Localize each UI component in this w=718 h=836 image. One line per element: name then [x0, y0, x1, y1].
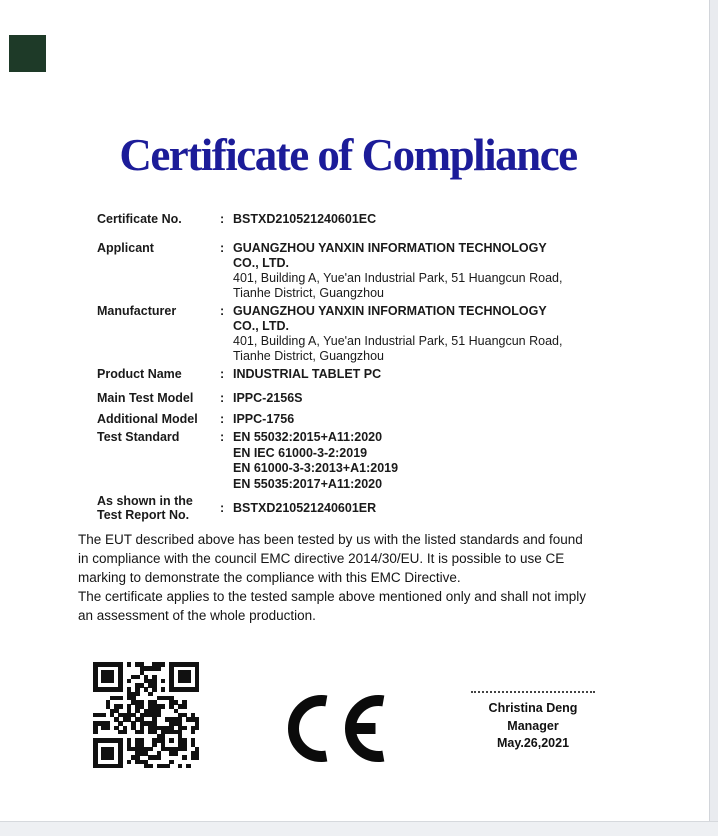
field-colon: :	[220, 391, 225, 405]
declaration-paragraph	[78, 530, 658, 625]
ce-mark-icon	[285, 694, 385, 764]
field-colon: :	[220, 430, 225, 444]
field-value	[233, 501, 637, 516]
field-label: Manufacturer	[97, 304, 177, 318]
field-value-line: BSTXD210521240601ER	[233, 500, 377, 515]
field-row-manufacturer	[97, 304, 637, 364]
field-label: As shown in the Test Report No.	[97, 494, 193, 522]
qr-code-icon	[93, 662, 199, 768]
field-value-line: GUANGZHOU YANXIN INFORMATION TECHNOLOGY	[233, 304, 547, 318]
field-value-line: EN IEC 61000-3-2:2019	[233, 445, 368, 460]
field-value	[233, 430, 637, 492]
field-value	[233, 212, 637, 227]
field-value-line: Tianhe District, Guangzhou	[233, 349, 385, 363]
field-value	[233, 412, 637, 427]
field-label: Certificate No.	[97, 212, 182, 226]
field-value-line: 401, Building A, Yue'an Industrial Park, 51 Huangcun Road,	[233, 271, 563, 285]
declaration-line: in compliance with the council EMC directive 2014/30/EU. It is possible to use CE	[78, 551, 565, 566]
declaration-line: The certificate applies to the tested sample above mentioned only and shall not imply	[78, 589, 587, 604]
signatory-title: Manager	[507, 718, 559, 733]
field-value-line: BSTXD210521240601EC	[233, 212, 377, 226]
field-colon: :	[220, 367, 225, 381]
field-label: Applicant	[97, 241, 154, 255]
declaration-line: marking to demonstrate the compliance with this EMC Directive.	[78, 570, 461, 585]
field-value-line: Tianhe District, Guangzhou	[233, 286, 385, 300]
field-value	[233, 391, 637, 406]
declaration-line: The EUT described above has been tested by us with the listed standards and found	[78, 532, 583, 547]
corner-square	[9, 35, 46, 72]
field-row-applicant	[97, 241, 637, 301]
field-value	[233, 241, 637, 301]
field-value-line: INDUSTRIAL TABLET PC	[233, 367, 382, 381]
field-value-line: CO., LTD.	[233, 319, 290, 333]
certificate-title: Certificate of Compliance	[119, 130, 577, 180]
signature-dotted-line	[471, 691, 595, 693]
field-colon: :	[220, 241, 225, 255]
field-row-main-test-model	[97, 391, 637, 406]
field-value-line: GUANGZHOU YANXIN INFORMATION TECHNOLOGY	[233, 241, 547, 255]
field-value-line: 401, Building A, Yue'an Industrial Park, 51 Huangcun Road,	[233, 334, 563, 348]
field-value	[233, 304, 637, 364]
field-value-line: EN 61000-3-3:2013+A1:2019	[233, 461, 399, 475]
field-value-line: IPPC-2156S	[233, 391, 303, 405]
signatory-name: Christina Deng	[488, 701, 578, 715]
field-label: Product Name	[97, 367, 182, 381]
declaration-line: an assessment of the whole production.	[78, 608, 316, 623]
field-value	[233, 367, 637, 382]
field-row-certificate-no	[97, 212, 637, 227]
field-colon: :	[220, 500, 225, 515]
field-label: Test Standard	[97, 430, 180, 444]
field-colon: :	[220, 212, 225, 226]
signature-block	[455, 691, 611, 753]
field-value-line: IPPC-1756	[233, 412, 295, 426]
field-row-additional-model	[97, 412, 637, 427]
field-label: Main Test Model	[97, 391, 194, 405]
signature-date: May.26,2021	[496, 736, 570, 750]
field-row-test-standard	[97, 430, 637, 492]
field-row-product-name	[97, 367, 637, 382]
field-colon: :	[220, 304, 225, 318]
scrollbar-track-right[interactable]	[709, 0, 718, 836]
field-value-line: EN 55032:2015+A11:2020	[233, 430, 383, 444]
page-bottom-strip	[0, 821, 718, 836]
field-value-line: CO., LTD.	[233, 256, 290, 270]
field-colon: :	[220, 412, 225, 426]
field-row-as-shown-in-the	[97, 494, 637, 522]
field-value-line: EN 55035:2017+A11:2020	[233, 476, 383, 491]
certificate-fields	[97, 212, 637, 522]
field-label: Additional Model	[97, 412, 198, 426]
